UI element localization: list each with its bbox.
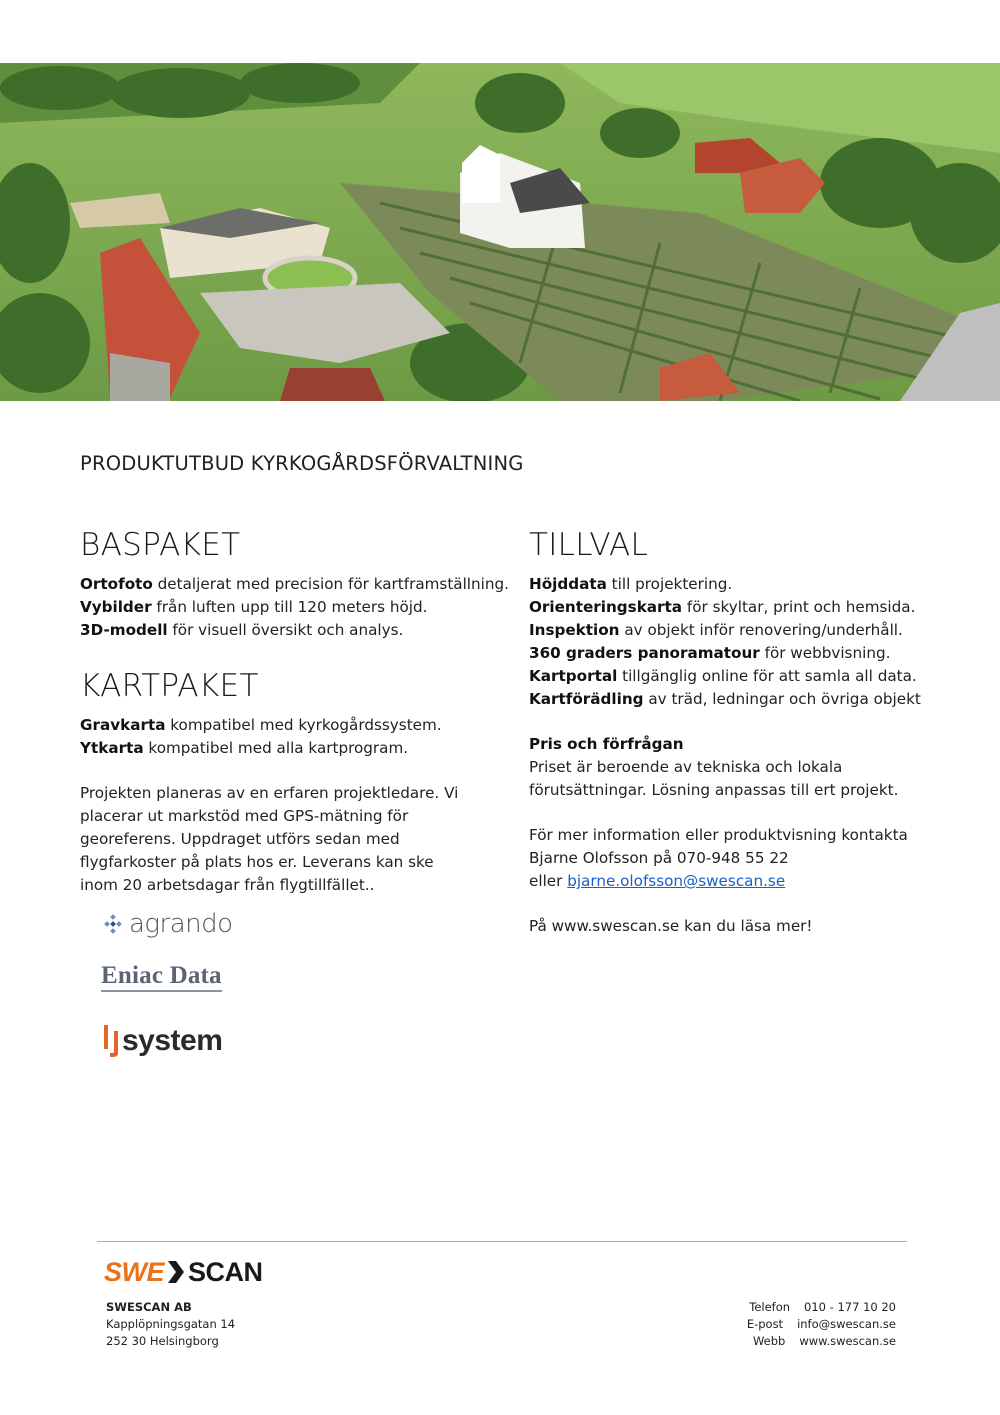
price-heading: Pris och förfrågan: [529, 735, 684, 753]
lj-mark-icon: [103, 1023, 121, 1059]
tillval-item: Orienteringskarta för skyltar, print och hemsida.: [529, 598, 916, 616]
footer-web-link[interactable]: www.swescan.se: [799, 1334, 896, 1348]
church-aerial-illustration: [0, 63, 1000, 401]
agrando-diamond-icon: [103, 914, 123, 934]
right-column: [529, 527, 929, 938]
hero-aerial-photo: [0, 63, 1000, 401]
brand-scan: SCAN: [188, 1256, 263, 1287]
contact-email-link[interactable]: bjarne.olofsson@swescan.se: [567, 872, 786, 890]
brand-arrow-icon: [166, 1259, 186, 1285]
phone-row: Telefon 010 - 177 10 20: [749, 1300, 896, 1314]
contact-text: För mer information eller produktvisning kontakta Bjarne Olofsson på 070-948 55 22 eller bjarne.olofsson@swescan.se: [529, 826, 908, 890]
company-address: [106, 1299, 235, 1350]
baspaket-heading: BASPAKET: [80, 527, 241, 563]
email-row: E-post info@swescan.se: [746, 1317, 896, 1331]
baspaket-item: Ortofoto detaljerat med precision för kartframställning.: [80, 575, 509, 593]
page-title: PRODUKTUTBUD KYRKOGÅRDSFÖRVALTNING: [80, 452, 524, 475]
company-city: 252 30 Helsingborg: [106, 1334, 219, 1348]
tillval-item: Kartförädling av träd, ledningar och övriga objekt: [529, 690, 921, 708]
more-info-text: På www.swescan.se kan du läsa mer!: [529, 917, 813, 935]
ljsystem-text: system: [122, 1024, 223, 1057]
swescan-brand-logo: [104, 1256, 263, 1288]
left-column: [80, 527, 510, 897]
company-name: SWESCAN AB: [106, 1300, 192, 1314]
baspaket-item: 3D-modell för visuell översikt och analys.: [80, 621, 404, 639]
price-text: Priset är beroende av tekniska och lokala förutsättningar. Lösning anpassas till ert projekt.: [529, 758, 899, 799]
tillval-item: Kartportal tillgänglig online för att samla all data.: [529, 667, 917, 685]
agrando-logo: [103, 908, 233, 940]
baspaket-item: Vybilder från luften upp till 120 meters höjd.: [80, 598, 428, 616]
project-paragraph: Projekten planeras av en erfaren projektledare. Vi placerar ut markstöd med GPS-mätning för georeferens. Uppdraget utförs sedan med flygfarkoster på plats hos er. Leverans kan ske inom 20 arbetsdagar från flygtillfället..: [80, 784, 459, 894]
company-street: Kapplöpningsgatan 14: [106, 1317, 236, 1331]
company-contact: [747, 1299, 896, 1350]
tillval-item: 360 graders panoramatour för webbvisning.: [529, 644, 891, 662]
eniac-data-logo: Eniac Data: [101, 962, 222, 992]
kartpaket-item: Gravkarta kompatibel med kyrkogårdssystem.: [80, 716, 442, 734]
web-row: Webb www.swescan.se: [752, 1334, 896, 1348]
tillval-item: Inspektion av objekt inför renovering/underhåll.: [529, 621, 903, 639]
footer-email-link[interactable]: info@swescan.se: [797, 1317, 896, 1331]
tillval-item: Höjddata till projektering.: [529, 575, 733, 593]
agrando-text: agrando: [129, 909, 233, 939]
kartpaket-heading: KARTPAKET: [80, 668, 259, 704]
tillval-heading: TILLVAL: [529, 527, 649, 563]
footer-divider: [97, 1241, 907, 1242]
ljsystem-logo: [103, 1022, 222, 1060]
brand-swe: SWE: [104, 1256, 165, 1287]
kartpaket-item: Ytkarta kompatibel med alla kartprogram.: [80, 739, 409, 757]
